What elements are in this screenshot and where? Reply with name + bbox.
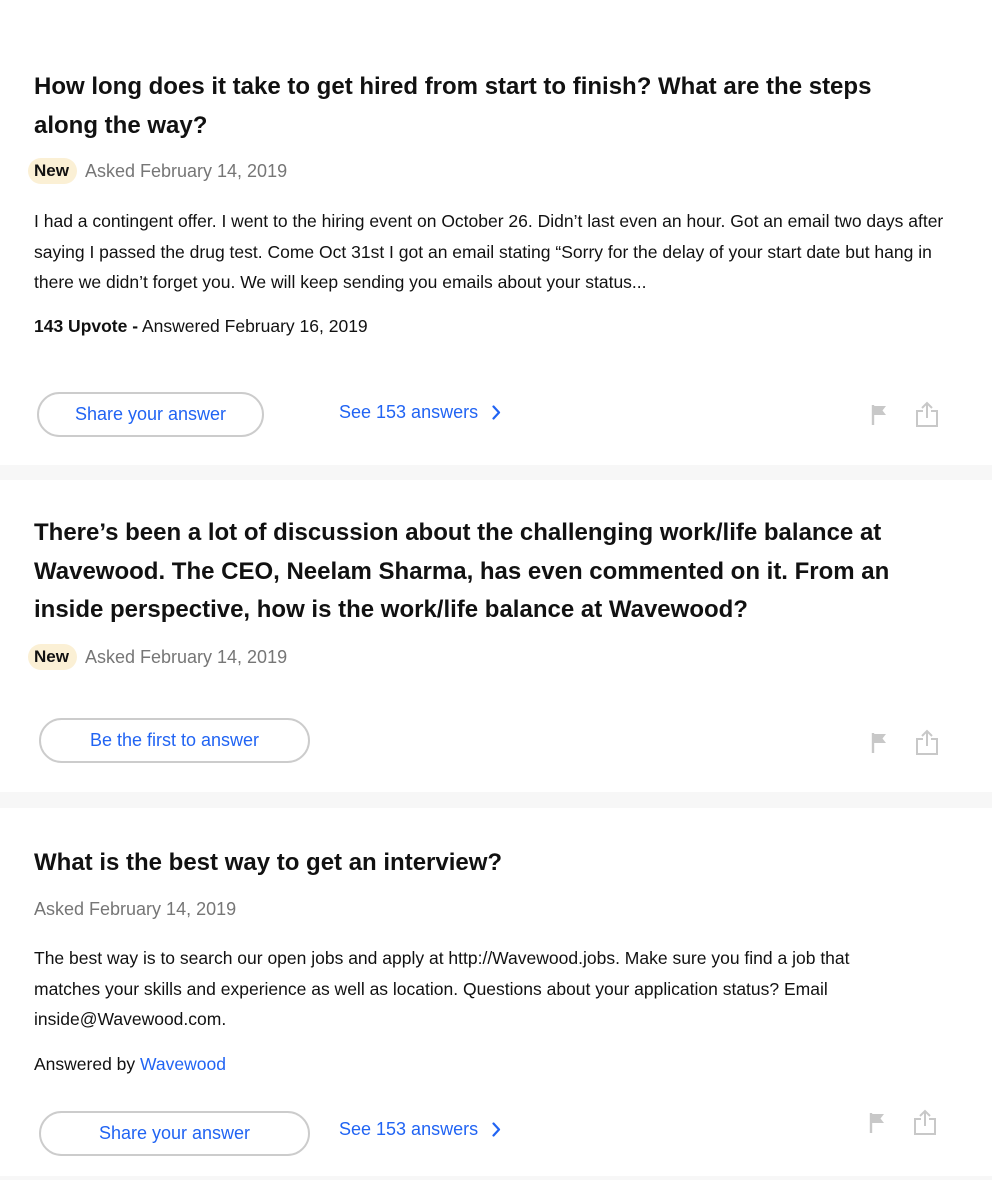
asked-date: Asked February 14, 2019 bbox=[84, 646, 288, 667]
question-title[interactable]: There’s been a lot of discussion about the challenging work/life balance at Wavewood. The CEO, Neelam Sharma, has even commented on it. From an inside perspective, how is the work/life balance at Wavewood? bbox=[34, 519, 890, 623]
flag-icon[interactable] bbox=[866, 729, 892, 757]
question-meta bbox=[34, 896, 236, 922]
question-meta bbox=[28, 644, 287, 670]
chevron-right-icon bbox=[492, 405, 501, 420]
question-card bbox=[0, 0, 992, 465]
answered-by-label: Answered by bbox=[34, 1054, 136, 1074]
question-card bbox=[0, 808, 992, 1176]
question-card bbox=[0, 480, 992, 792]
chevron-right-icon bbox=[492, 1122, 501, 1137]
flag-icon[interactable] bbox=[866, 401, 892, 429]
see-answers-link[interactable] bbox=[339, 1119, 501, 1140]
share-your-answer-button[interactable]: Share your answer bbox=[37, 392, 264, 437]
share-icon[interactable] bbox=[912, 1108, 938, 1136]
see-answers-label: See 153 answers bbox=[339, 1119, 479, 1139]
asked-date: Asked February 14, 2019 bbox=[34, 898, 237, 919]
answer-footer bbox=[34, 316, 368, 337]
see-answers-link[interactable] bbox=[339, 402, 501, 423]
answerer-link[interactable]: Wavewood bbox=[140, 1054, 226, 1074]
answer-excerpt: I had a contingent offer. I went to the hiring event on October 26. Didn’t last even an hour. Got an email two days after saying I passed the drug test. Come Oct 31st I got an email stating “Sorry for the delay of your start date but hang in there we didn’t forget you. We will keep sending you emails about your status... bbox=[34, 211, 944, 292]
upvote-count: 143 Upvote - bbox=[34, 316, 139, 336]
share-icon[interactable] bbox=[914, 400, 940, 428]
flag-icon[interactable] bbox=[864, 1109, 890, 1137]
question-title[interactable]: How long does it take to get hired from start to finish? What are the steps along the way? bbox=[34, 73, 872, 139]
share-your-answer-button[interactable]: Share your answer bbox=[39, 1111, 310, 1156]
new-badge: New bbox=[28, 158, 77, 184]
share-icon[interactable] bbox=[914, 728, 940, 756]
asked-date: Asked February 14, 2019 bbox=[84, 160, 288, 181]
question-title[interactable]: What is the best way to get an interview? bbox=[34, 849, 503, 876]
see-answers-label: See 153 answers bbox=[339, 402, 479, 422]
new-badge: New bbox=[28, 644, 77, 670]
answered-date: Answered February 16, 2019 bbox=[141, 316, 368, 336]
question-meta bbox=[28, 158, 287, 184]
answer-excerpt: The best way is to search our open jobs and apply at http://Wavewood.jobs. Make sure you find a job that matches your skills and experience as well as location. Questions about your application status? Email inside@Wavewood.com. bbox=[34, 948, 850, 1029]
answered-by bbox=[34, 1054, 226, 1075]
be-first-to-answer-button[interactable]: Be the first to answer bbox=[39, 718, 310, 763]
